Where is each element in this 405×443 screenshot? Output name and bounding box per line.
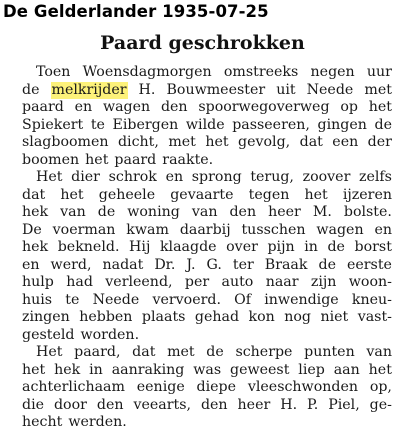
word: het <box>304 186 328 203</box>
word: zoover <box>302 169 351 185</box>
word: naar <box>265 274 299 290</box>
word: heer <box>237 396 271 413</box>
word: sprong <box>191 169 242 185</box>
word: J. <box>186 256 196 273</box>
word: het <box>368 361 392 378</box>
word: hecht <box>22 414 63 430</box>
newspaper-source-date: De Gelderlander 1935-07-25 <box>3 2 269 21</box>
word: vast- <box>357 309 392 325</box>
word: ter <box>232 256 254 273</box>
word: hek <box>54 361 81 378</box>
article-line <box>22 82 392 100</box>
article-line <box>22 362 392 380</box>
word: bekneld. <box>57 239 120 255</box>
word: boomen <box>22 151 80 168</box>
word: uit <box>276 81 296 98</box>
word: was <box>193 361 222 378</box>
word: heer <box>268 204 301 220</box>
word: terug, <box>250 169 294 185</box>
word: dat <box>132 344 156 360</box>
word: in <box>89 361 103 378</box>
word: tegen <box>248 186 290 203</box>
word: bolste. <box>343 204 392 220</box>
word: van <box>366 344 392 360</box>
word: worden. <box>80 326 140 343</box>
word: Dr. <box>154 256 176 273</box>
word: en <box>374 221 392 238</box>
word: kon <box>248 309 275 325</box>
word: tusschen <box>241 221 306 238</box>
word: vleeschwonden <box>247 379 358 395</box>
word: hek <box>22 239 49 255</box>
word: werden. <box>68 414 127 430</box>
word: te <box>90 116 105 133</box>
word: wagen <box>316 221 364 238</box>
word: Toen <box>36 64 71 80</box>
word: wilde <box>185 116 225 133</box>
word: borst <box>354 239 392 255</box>
word: den <box>229 204 257 220</box>
word: aan <box>333 361 360 378</box>
word: schrok <box>108 169 157 185</box>
word: paard, <box>74 344 121 360</box>
article-line <box>22 99 392 117</box>
word: verleend, <box>105 274 173 290</box>
word: met <box>364 81 392 98</box>
word: liep <box>298 361 325 378</box>
word: inwendige <box>264 291 339 308</box>
word: gesteld <box>22 326 75 343</box>
word: zelfs <box>359 169 392 185</box>
word: achterlichaam <box>22 379 125 395</box>
article-line <box>22 257 392 275</box>
word: in <box>304 239 318 255</box>
word: het <box>205 134 229 150</box>
word: G. <box>206 256 222 273</box>
word: de <box>22 81 40 98</box>
word: den <box>96 396 124 413</box>
article-line <box>22 134 392 152</box>
article-body <box>22 64 392 432</box>
word: wagen <box>102 99 151 115</box>
word: slagboomen <box>22 134 109 150</box>
word: woning <box>127 204 180 220</box>
word: den <box>160 99 188 115</box>
word: Of <box>234 291 252 308</box>
article-line <box>22 239 392 257</box>
word: pijn <box>267 239 295 255</box>
article-line <box>22 309 392 327</box>
word: het <box>85 151 109 168</box>
word: negen <box>310 64 355 80</box>
article-line <box>22 117 392 135</box>
word: een <box>332 134 359 150</box>
article-line <box>22 204 392 222</box>
article-line <box>22 397 392 415</box>
word: klaagde <box>159 239 217 255</box>
word: kneu- <box>351 291 392 308</box>
word: over <box>226 239 258 255</box>
word: omstreeks <box>223 64 299 80</box>
word: vervoerd. <box>152 291 221 308</box>
word: M. <box>312 204 332 220</box>
word: geheele <box>98 186 156 203</box>
article-line <box>22 292 392 310</box>
word: werd, <box>50 256 92 273</box>
word: het <box>22 361 46 378</box>
word: raakte. <box>162 151 214 168</box>
word: paard <box>114 151 157 168</box>
article-line <box>22 344 392 362</box>
word: gevaarte <box>170 186 234 203</box>
article-line <box>22 152 392 170</box>
word: passeeren, <box>232 116 310 133</box>
word: Eibergen <box>112 116 179 133</box>
word: Het <box>36 344 63 360</box>
word: geweest <box>230 361 290 378</box>
word: en <box>22 256 40 273</box>
word: dicht, <box>117 134 159 150</box>
word: paard <box>22 99 64 115</box>
word: ge- <box>369 396 392 413</box>
word: had <box>66 274 93 290</box>
article-line <box>22 169 392 187</box>
word: nadat <box>102 256 144 273</box>
word: uur <box>366 64 392 80</box>
word: die <box>22 396 45 413</box>
word: Braak <box>264 256 308 273</box>
word: gingen <box>317 116 367 133</box>
word: zijn <box>310 274 337 290</box>
article-line <box>22 327 392 345</box>
word: gevolg, <box>238 134 291 150</box>
word: het <box>60 186 84 203</box>
word: de <box>318 256 336 273</box>
word: Piel, <box>328 396 360 413</box>
word: met <box>168 134 196 150</box>
word: de <box>97 204 116 220</box>
word: ijzeren <box>342 186 392 203</box>
word: P. <box>307 396 319 413</box>
article-line <box>22 414 392 432</box>
word: van <box>60 204 86 220</box>
word: hebben <box>79 309 133 325</box>
word: te <box>65 291 80 308</box>
word: Bouwmeester <box>166 81 266 98</box>
word: plaats <box>141 309 186 325</box>
word: huis <box>22 291 53 308</box>
word: nog <box>284 309 311 325</box>
word: scherpe <box>235 344 293 360</box>
word: op, <box>369 379 392 395</box>
word: het <box>368 99 392 115</box>
word: eenige <box>136 379 185 395</box>
highlighted-word: melkrijder <box>51 81 127 98</box>
word: van <box>191 204 218 220</box>
word: de <box>374 116 392 133</box>
word: hek <box>22 204 49 220</box>
word: punten <box>304 344 355 360</box>
word: en <box>165 169 184 185</box>
article-line <box>22 187 392 205</box>
word: Hij <box>129 239 151 255</box>
word: De <box>22 221 42 238</box>
word: kwam <box>126 221 169 238</box>
word: H. <box>138 81 156 98</box>
word: spoorwegoverweg <box>198 99 330 115</box>
word: voerman <box>52 221 116 238</box>
word: de <box>206 344 224 360</box>
word: Woensdagmorgen <box>82 64 212 80</box>
word: niet <box>320 309 349 325</box>
word: auto <box>221 274 254 290</box>
word: diepe <box>196 379 237 395</box>
word: Neede <box>306 81 354 98</box>
word: de <box>327 239 345 255</box>
word: door <box>53 396 87 413</box>
word: H. <box>280 396 298 413</box>
word: met <box>167 344 195 360</box>
word: Het <box>36 169 63 185</box>
word: op <box>340 99 358 115</box>
article-line <box>22 379 392 397</box>
word: dat <box>299 134 323 150</box>
word: der <box>367 134 392 150</box>
word: en <box>74 99 93 115</box>
word: eerste <box>346 256 392 273</box>
word: daarbij <box>179 221 231 238</box>
word: aanraking <box>111 361 185 378</box>
word: Neede <box>92 291 140 308</box>
word: Spiekert <box>22 116 84 133</box>
word: hulp <box>22 274 54 290</box>
word: veearts, <box>133 396 191 413</box>
article-line <box>22 274 392 292</box>
article-headline: Paard geschrokken <box>100 32 305 54</box>
word: dier <box>71 169 100 185</box>
article-line <box>22 222 392 240</box>
article-line <box>22 64 392 82</box>
word: den <box>200 396 228 413</box>
word: per <box>184 274 210 290</box>
word: gehad <box>194 309 240 325</box>
word: woon- <box>348 274 392 290</box>
word: dat <box>22 186 46 203</box>
word: zingen <box>22 309 70 325</box>
